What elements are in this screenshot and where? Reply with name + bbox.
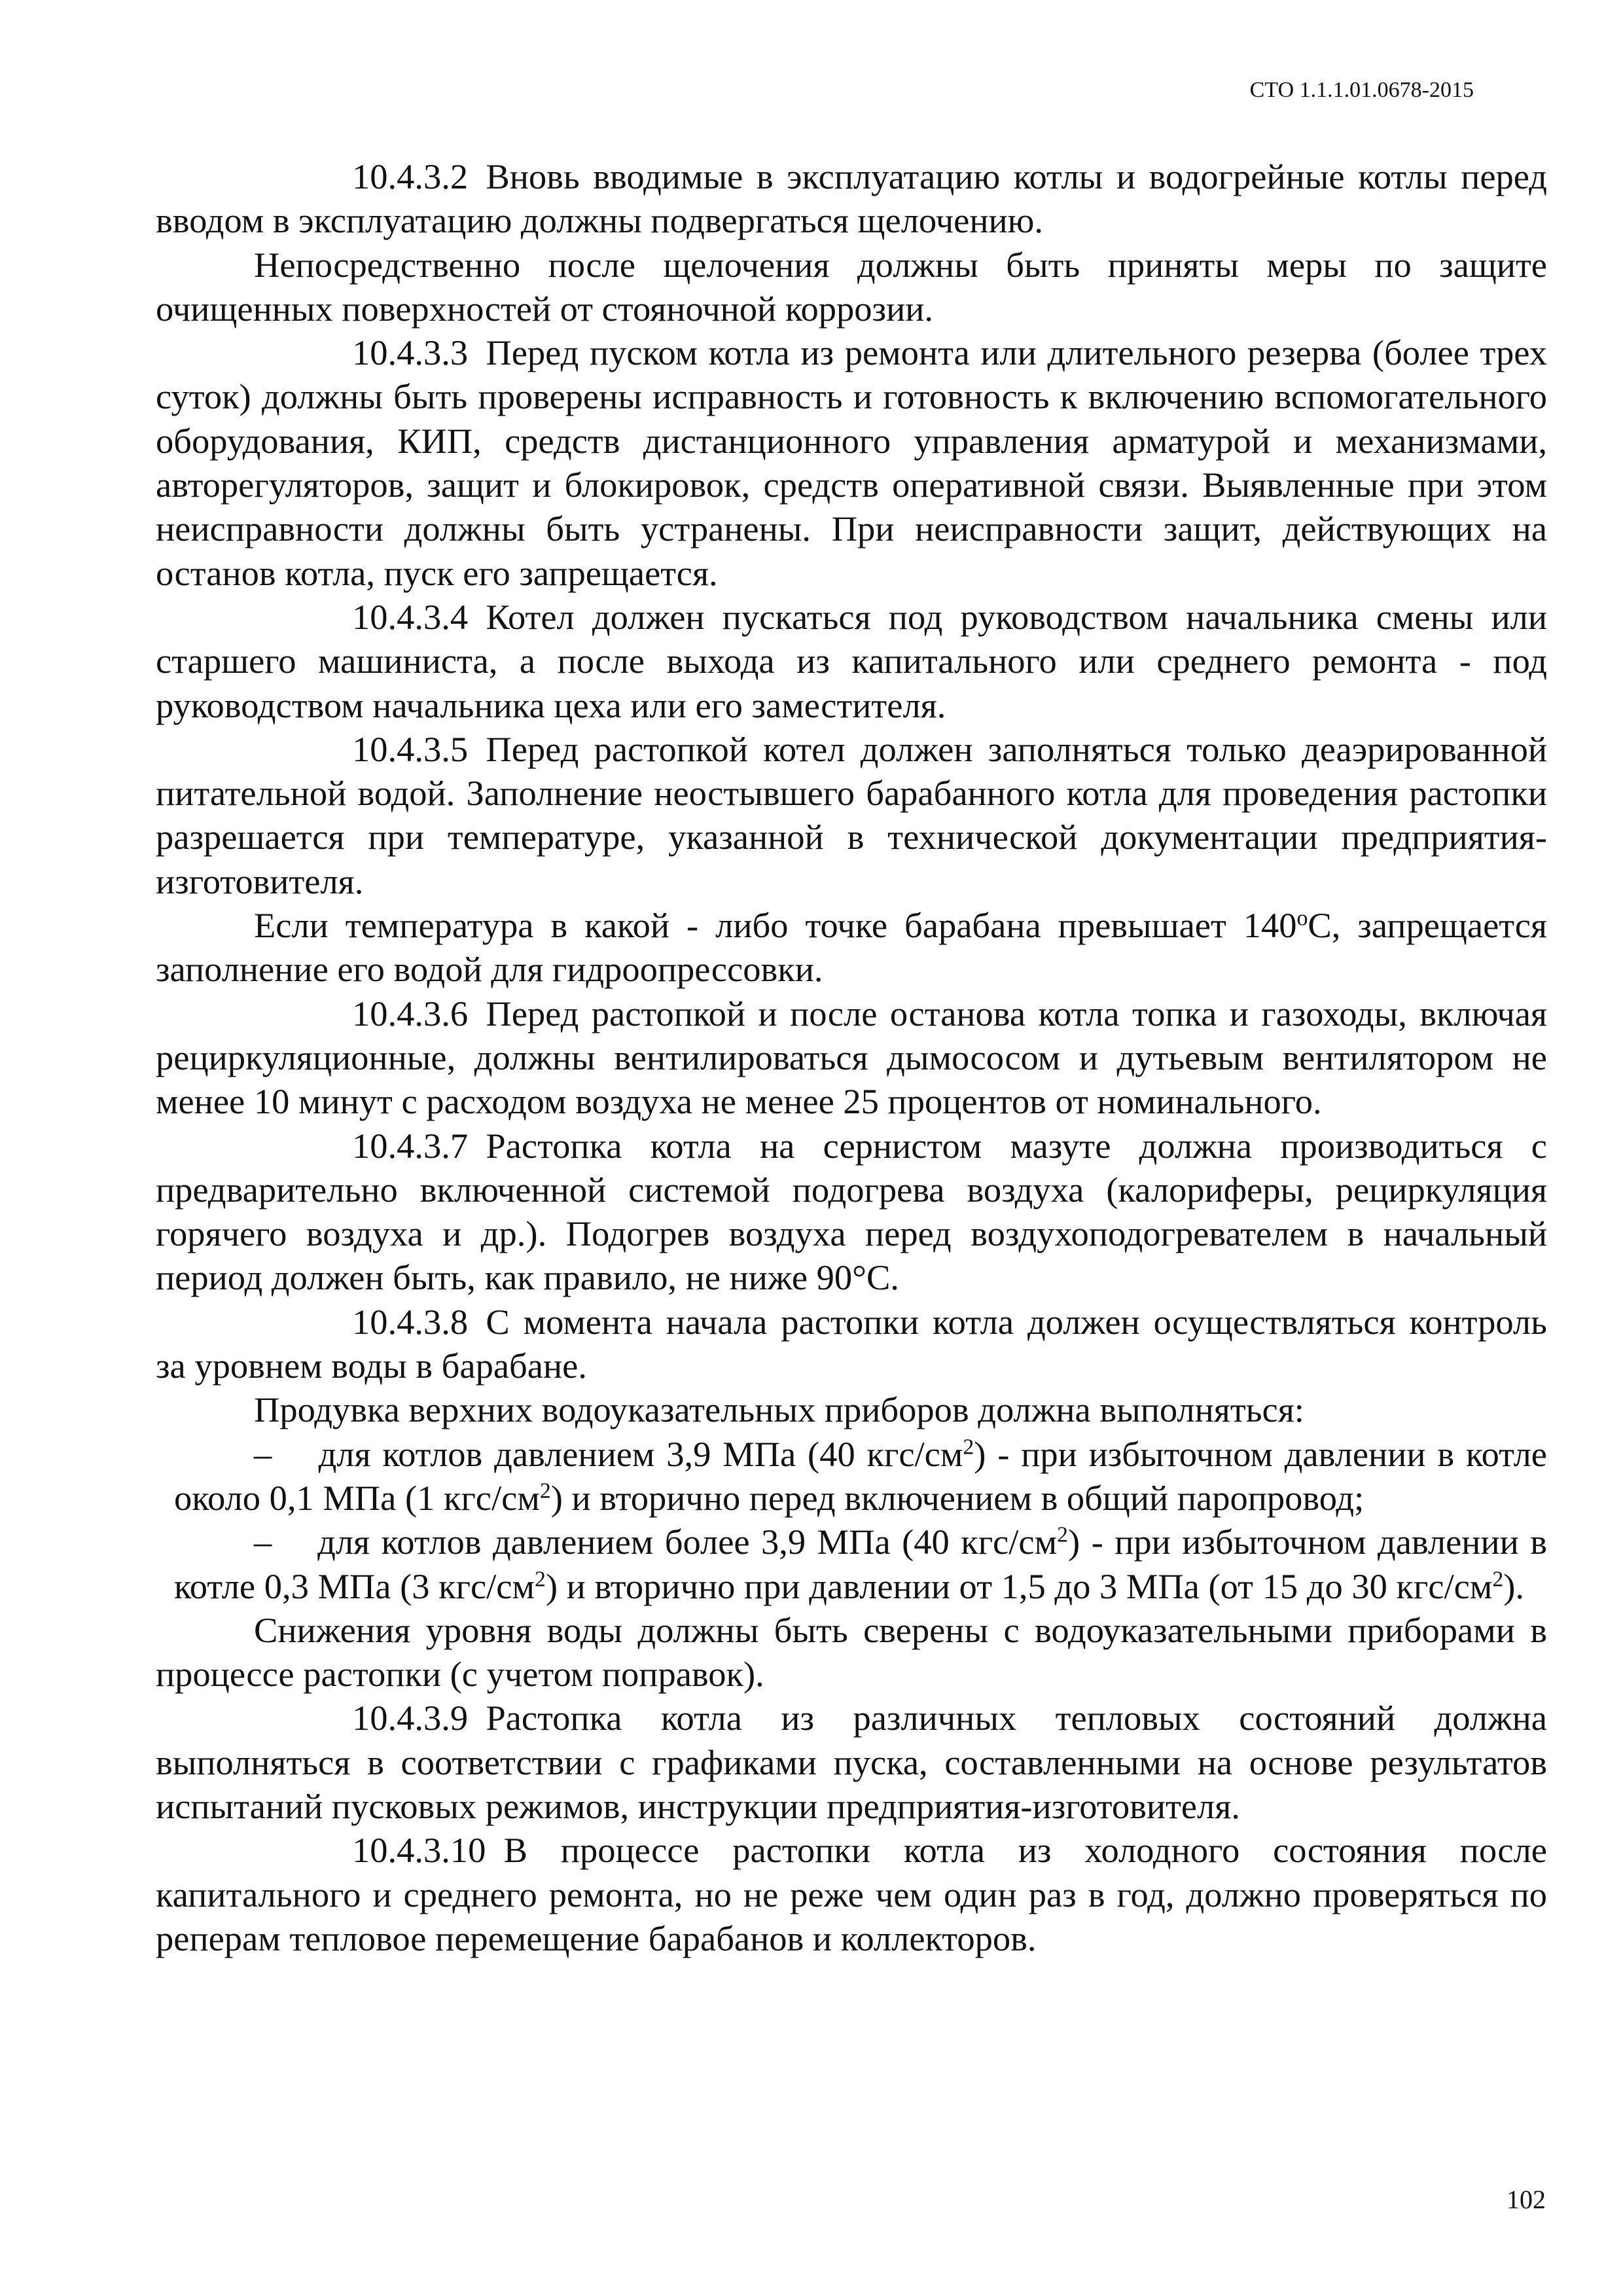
clause-number: 10.4.3.4 [352,596,469,637]
paragraph-text: Растопка котла из различных тепловых состояний должна выполняться в соответствии с графиками пуска, составленными на основе результатов испытаний пусковых режимов, инструкции предприятия-изготовителя. [156,1698,1547,1826]
paragraph-10-4-3-2 [156,154,1547,243]
clause-number: 10.4.3.7 [352,1125,469,1166]
paragraph-text: С момента начала растопки котла должен осуществляться контроль за уровнем воды в барабане. [156,1301,1547,1386]
paragraph-text: Непосредственно после щелочения должны быть приняты меры по защите очищенных поверхностей от стояночной коррозии. [156,244,1547,329]
paragraph-10-4-3-4 [156,595,1547,727]
paragraph-10-4-3-9 [156,1696,1547,1828]
paragraph-10-4-3-3 [156,331,1547,595]
paragraph-text: Перед пуском котла из ремонта или длительного резерва (более трех суток) должны быть проверены исправность и готовность к включению вспомогательного оборудования, КИП, средств дистанционного управления арматурой и механизмами, авторегуляторов, защит и блокировок, средств оперативной связи. Выявленные при этом неисправности должны быть устранены. При неисправности защит, действующих на останов котла, пуск его запрещается. [156,332,1547,593]
paragraph-text: Снижения уровня воды должны быть сверены с водоуказательными приборами в процессе растопки (с учетом поправок). [156,1609,1547,1695]
document-code-header: СТО 1.1.1.01.0678-2015 [1249,78,1474,102]
page-number: 102 [1507,2185,1546,2214]
clause-number: 10.4.3.10 [352,1830,486,1871]
clause-number: 10.4.3.8 [352,1301,469,1342]
paragraph-level-check [156,1608,1547,1696]
paragraph-10-4-3-8 [156,1300,1547,1388]
paragraph-text: Котел должен пускаться под руководством начальника смены или старшего машиниста, а после выхода из капитального или среднего ремонта - под руководством начальника цеха или его заместителя. [156,596,1547,725]
degree-superscript: o [1296,906,1308,931]
clause-number: 10.4.3.5 [352,728,469,769]
paragraph-10-4-3-10 [156,1828,1547,1960]
clause-number: 10.4.3.3 [352,332,469,373]
list-dash: – [254,1522,272,1562]
paragraph-text: В процессе растопки котла из холодного состояния после капитального и среднего ремонта, но не реже чем один раз в год, должно проверяться по реперам тепловое перемещение барабанов и коллекторов. [156,1830,1547,1958]
paragraph-alkaline-protection [156,243,1547,331]
paragraph-drum-temperature [156,903,1547,992]
list-item-low-pressure: – для котлов давлением 3,9 МПа (40 кгс/$см^2$) - при избыточном давлении в котле около 0,1 МПа (1 кгс/$см^2$) и вторично перед включением в общий паропровод; [174,1433,1547,1518]
paragraph-text: Перед растопкой котел должен заполняться только деаэрированной питательной водой. Заполнение неостывшего барабанного котла для проведения растопки разрешается при температуре, указанной в технической документации предприятия-изготовителя. [156,728,1547,901]
document-body [156,154,1547,1960]
paragraph-blowdown-intro [156,1388,1547,1431]
paragraph-text: С, запрещается заполнение его водой для гидроопрессовки. [156,905,1547,990]
clause-number: 10.4.3.6 [352,993,469,1033]
paragraph-10-4-3-7 [156,1124,1547,1300]
paragraph-10-4-3-6 [156,992,1547,1124]
paragraph-text: Продувка верхних водоуказательных приборов должна выполняться: [254,1390,1304,1430]
paragraph-text: Если температура в какой - либо точке барабана превышает 140 [254,905,1297,946]
paragraph-text: Перед растопкой и после останова котла топка и газоходы, включая рециркуляционные, должны вентилироваться дымососом и дутьевым вентилятором не менее 10 минут с расходом воздуха не менее 25 процентов от номинального. [156,993,1547,1122]
list-item-high-pressure: – для котлов давлением более 3,9 МПа (40 кгс/$см^2$) - при избыточном давлении в котле 0,3 МПа (3 кгс/$см^2$) и вторично при давлении от 1,5 до 3 МПа (от 15 до 30 кгс/$см^2$). [174,1522,1547,1606]
list-dash: – [254,1433,272,1474]
paragraph-text: Растопка котла на сернистом мазуте должна производиться с предварительно включенной системой подогрева воздуха (калориферы, рециркуляция горячего воздуха и др.). Подогрев воздуха перед воздухоподогревателем в начальный период должен быть, как правило, не ниже 90°С. [156,1125,1547,1298]
clause-number: 10.4.3.9 [352,1698,469,1738]
paragraph-text: Вновь вводимые в эксплуатацию котлы и водогрейные котлы перед вводом в эксплуатацию должны подвергаться щелочению. [156,156,1547,241]
clause-number: 10.4.3.2 [352,156,469,196]
paragraph-10-4-3-5 [156,727,1547,903]
